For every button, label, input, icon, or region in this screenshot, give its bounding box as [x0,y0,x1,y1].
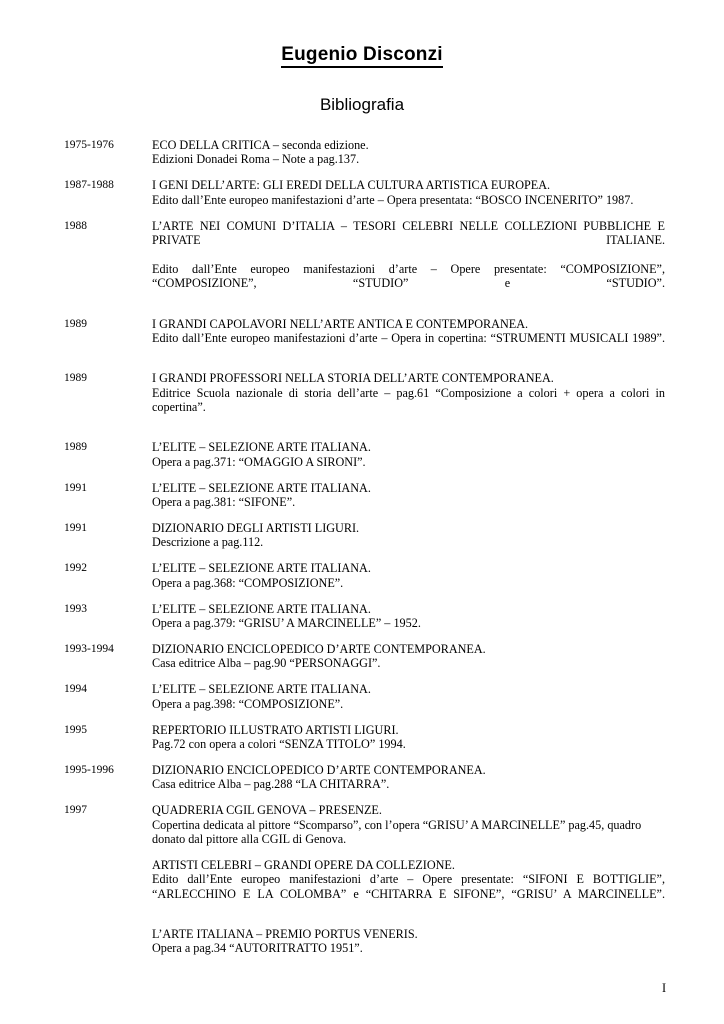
entry-year: 1989 [64,372,87,385]
entry-year: 1989 [64,317,87,330]
entry-line: Opera a pag.379: “GRISU’ A MARCINELLE” – 1952. [152,616,421,631]
entry-body [152,561,665,590]
bibliography-entry [64,371,665,429]
entry-line: DIZIONARIO ENCICLOPEDICO D’ARTE CONTEMPORANEA. [152,762,486,777]
entry-block [152,178,665,207]
bibliography-entry [64,682,665,711]
page-subtitle: Bibliografia [319,95,405,114]
entry-line: Pag.72 con opera a colori “SENZA TITOLO” 1994. [152,737,406,751]
entry-year: 1988 [64,219,87,232]
entry-body [152,723,665,752]
entry-body [152,371,665,429]
entry-year: 1997 [64,804,87,817]
entry-body [152,521,665,550]
bibliography-entry [64,561,665,590]
entry-body [152,178,665,207]
entry-body [152,481,665,510]
entry-block [152,521,665,550]
entry-block [152,138,665,167]
entry-line: Descrizione a pag.112. [152,535,264,550]
entry-line: Edito dall’Ente europeo manifestazioni d’arte – Opera in copertina: “STRUMENTI MUSICALI 1989”. [152,330,665,345]
entry-block [152,723,665,752]
bibliography-entry [64,317,665,360]
entry-body [152,682,665,711]
entry-line: Opera a pag.398: “COMPOSIZIONE”. [152,696,344,711]
entry-line: Editrice Scuola nazionale di storia dell’arte – pag.61 “Composizione a colori + opera a colori in copertina”. [152,385,665,415]
page-number: I [661,981,666,995]
entry-year: 1995-1996 [64,763,114,776]
entry-block [152,481,665,510]
entry-line: Opera a pag.371: “OMAGGIO A SIRONI”. [152,454,366,469]
entry-line: Casa editrice Alba – pag.288 “LA CHITARRA”. [152,777,390,792]
entry-body [152,317,665,360]
entry-line: L’ELITE – SELEZIONE ARTE ITALIANA. [152,480,371,495]
bibliography-list [64,138,665,967]
entry-block [152,642,665,671]
entry-line: I GRANDI PROFESSORI NELLA STORIA DELL’ARTE CONTEMPORANEA. [152,371,554,386]
entry-year: 1992 [64,562,87,575]
entry-year: 1995 [64,723,87,736]
entry-line: Casa editrice Alba – pag.90 “PERSONAGGI”. [152,656,381,671]
entry-line: I GRANDI CAPOLAVORI NELL’ARTE ANTICA E CONTEMPORANEA. [152,316,529,331]
entry-line: Opera a pag.34 “AUTORITRATTO 1951”. [152,941,363,956]
entry-line: L’ARTE ITALIANA – PREMIO PORTUS VENERIS. [152,927,418,942]
entry-body [152,642,665,671]
entry-line: DIZIONARIO DEGLI ARTISTI LIGURI. [152,521,360,536]
bibliography-entry [64,138,665,167]
entry-block [152,561,665,590]
entry-line: Edito dall’Ente europeo manifestazioni d’arte – Opere presentate: “SIFONI E BOTTIGLIE”, “ARLECCHINO E LA COLOMBA” e “CHITARRA E SIFONE”, “GRISU’ A MARCINELLE”. [152,872,665,901]
entry-block [152,927,665,956]
entry-body [152,219,665,305]
bibliography-entry [64,481,665,510]
entry-block [152,219,665,305]
entry-year: 1991 [64,522,87,535]
entry-body [152,803,665,956]
entry-body [152,138,665,167]
entry-line: L’ELITE – SELEZIONE ARTE ITALIANA. [152,601,371,616]
entry-block [152,602,665,631]
bibliography-entry [64,803,665,956]
entry-body [152,602,665,631]
entry-year: 1987-1988 [64,179,114,192]
entry-block [152,371,665,429]
entry-block [152,440,665,469]
entry-line: DIZIONARIO ENCICLOPEDICO D’ARTE CONTEMPORANEA. [152,641,486,656]
bibliography-entry [64,723,665,752]
entry-year: 1993-1994 [64,642,114,655]
entry-year: 1991 [64,481,87,494]
bibliography-entry [64,763,665,792]
entry-line: QUADRERIA CGIL GENOVA – PRESENZE. [152,803,382,818]
entry-body [152,440,665,469]
bibliography-entry [64,219,665,305]
entry-line: Edito dall’Ente europeo manifestazioni d’arte – Opera presentata: “BOSCO INCENERITO” 1987. [152,192,634,207]
bibliography-entry [64,642,665,671]
entry-line: Opera a pag.368: “COMPOSIZIONE”. [152,575,344,590]
page-title [0,44,724,66]
entry-line: ECO DELLA CRITICA – seconda edizione. [152,138,369,152]
entry-block [152,317,665,360]
entry-year: 1994 [64,683,87,696]
bibliography-entry [64,602,665,631]
entry-line: L’ELITE – SELEZIONE ARTE ITALIANA. [152,682,371,697]
entry-line: Opera a pag.381: “SIFONE”. [152,495,296,510]
entry-line: L’ARTE NEI COMUNI D’ITALIA – TESORI CELEBRI NELLE COLLEZIONI PUBBLICHE E PRIVATE ITALIANE. [152,218,665,248]
entry-line: Edizioni Donadei Roma – Note a pag.137. [152,152,360,167]
entry-year: 1989 [64,441,87,454]
entry-line: I GENI DELL’ARTE: GLI EREDI DELLA CULTURA ARTISTICA EUROPEA. [152,178,551,193]
entry-line: ARTISTI CELEBRI – GRANDI OPERE DA COLLEZIONE. [152,857,455,872]
entry-line: REPERTORIO ILLUSTRATO ARTISTI LIGURI. [152,722,399,737]
page-title-text: Eugenio Disconzi [281,44,443,68]
entry-year: 1975-1976 [64,139,114,151]
entry-line: Copertina dedicata al pittore “Scomparso”, con l’opera “GRISU’ A MARCINELLE” pag.45, quadro donato dal pittore alla CGIL di Genova. [152,817,642,847]
bibliography-entry [64,178,665,207]
entry-body [152,763,665,792]
entry-block [152,682,665,711]
entry-line: L’ELITE – SELEZIONE ARTE ITALIANA. [152,440,371,455]
entry-block [152,803,665,846]
entry-year: 1993 [64,602,87,615]
entry-block [152,763,665,792]
bibliography-entry [64,521,665,550]
entry-line: L’ELITE – SELEZIONE ARTE ITALIANA. [152,561,371,576]
entry-line: Edito dall’Ente europeo manifestazioni d’arte – Opere presentate: “COMPOSIZIONE”, “COMPOSIZIONE”, “STUDIO” e “STUDIO”. [152,261,665,291]
entry-block [152,858,665,916]
bibliography-entry [64,440,665,469]
